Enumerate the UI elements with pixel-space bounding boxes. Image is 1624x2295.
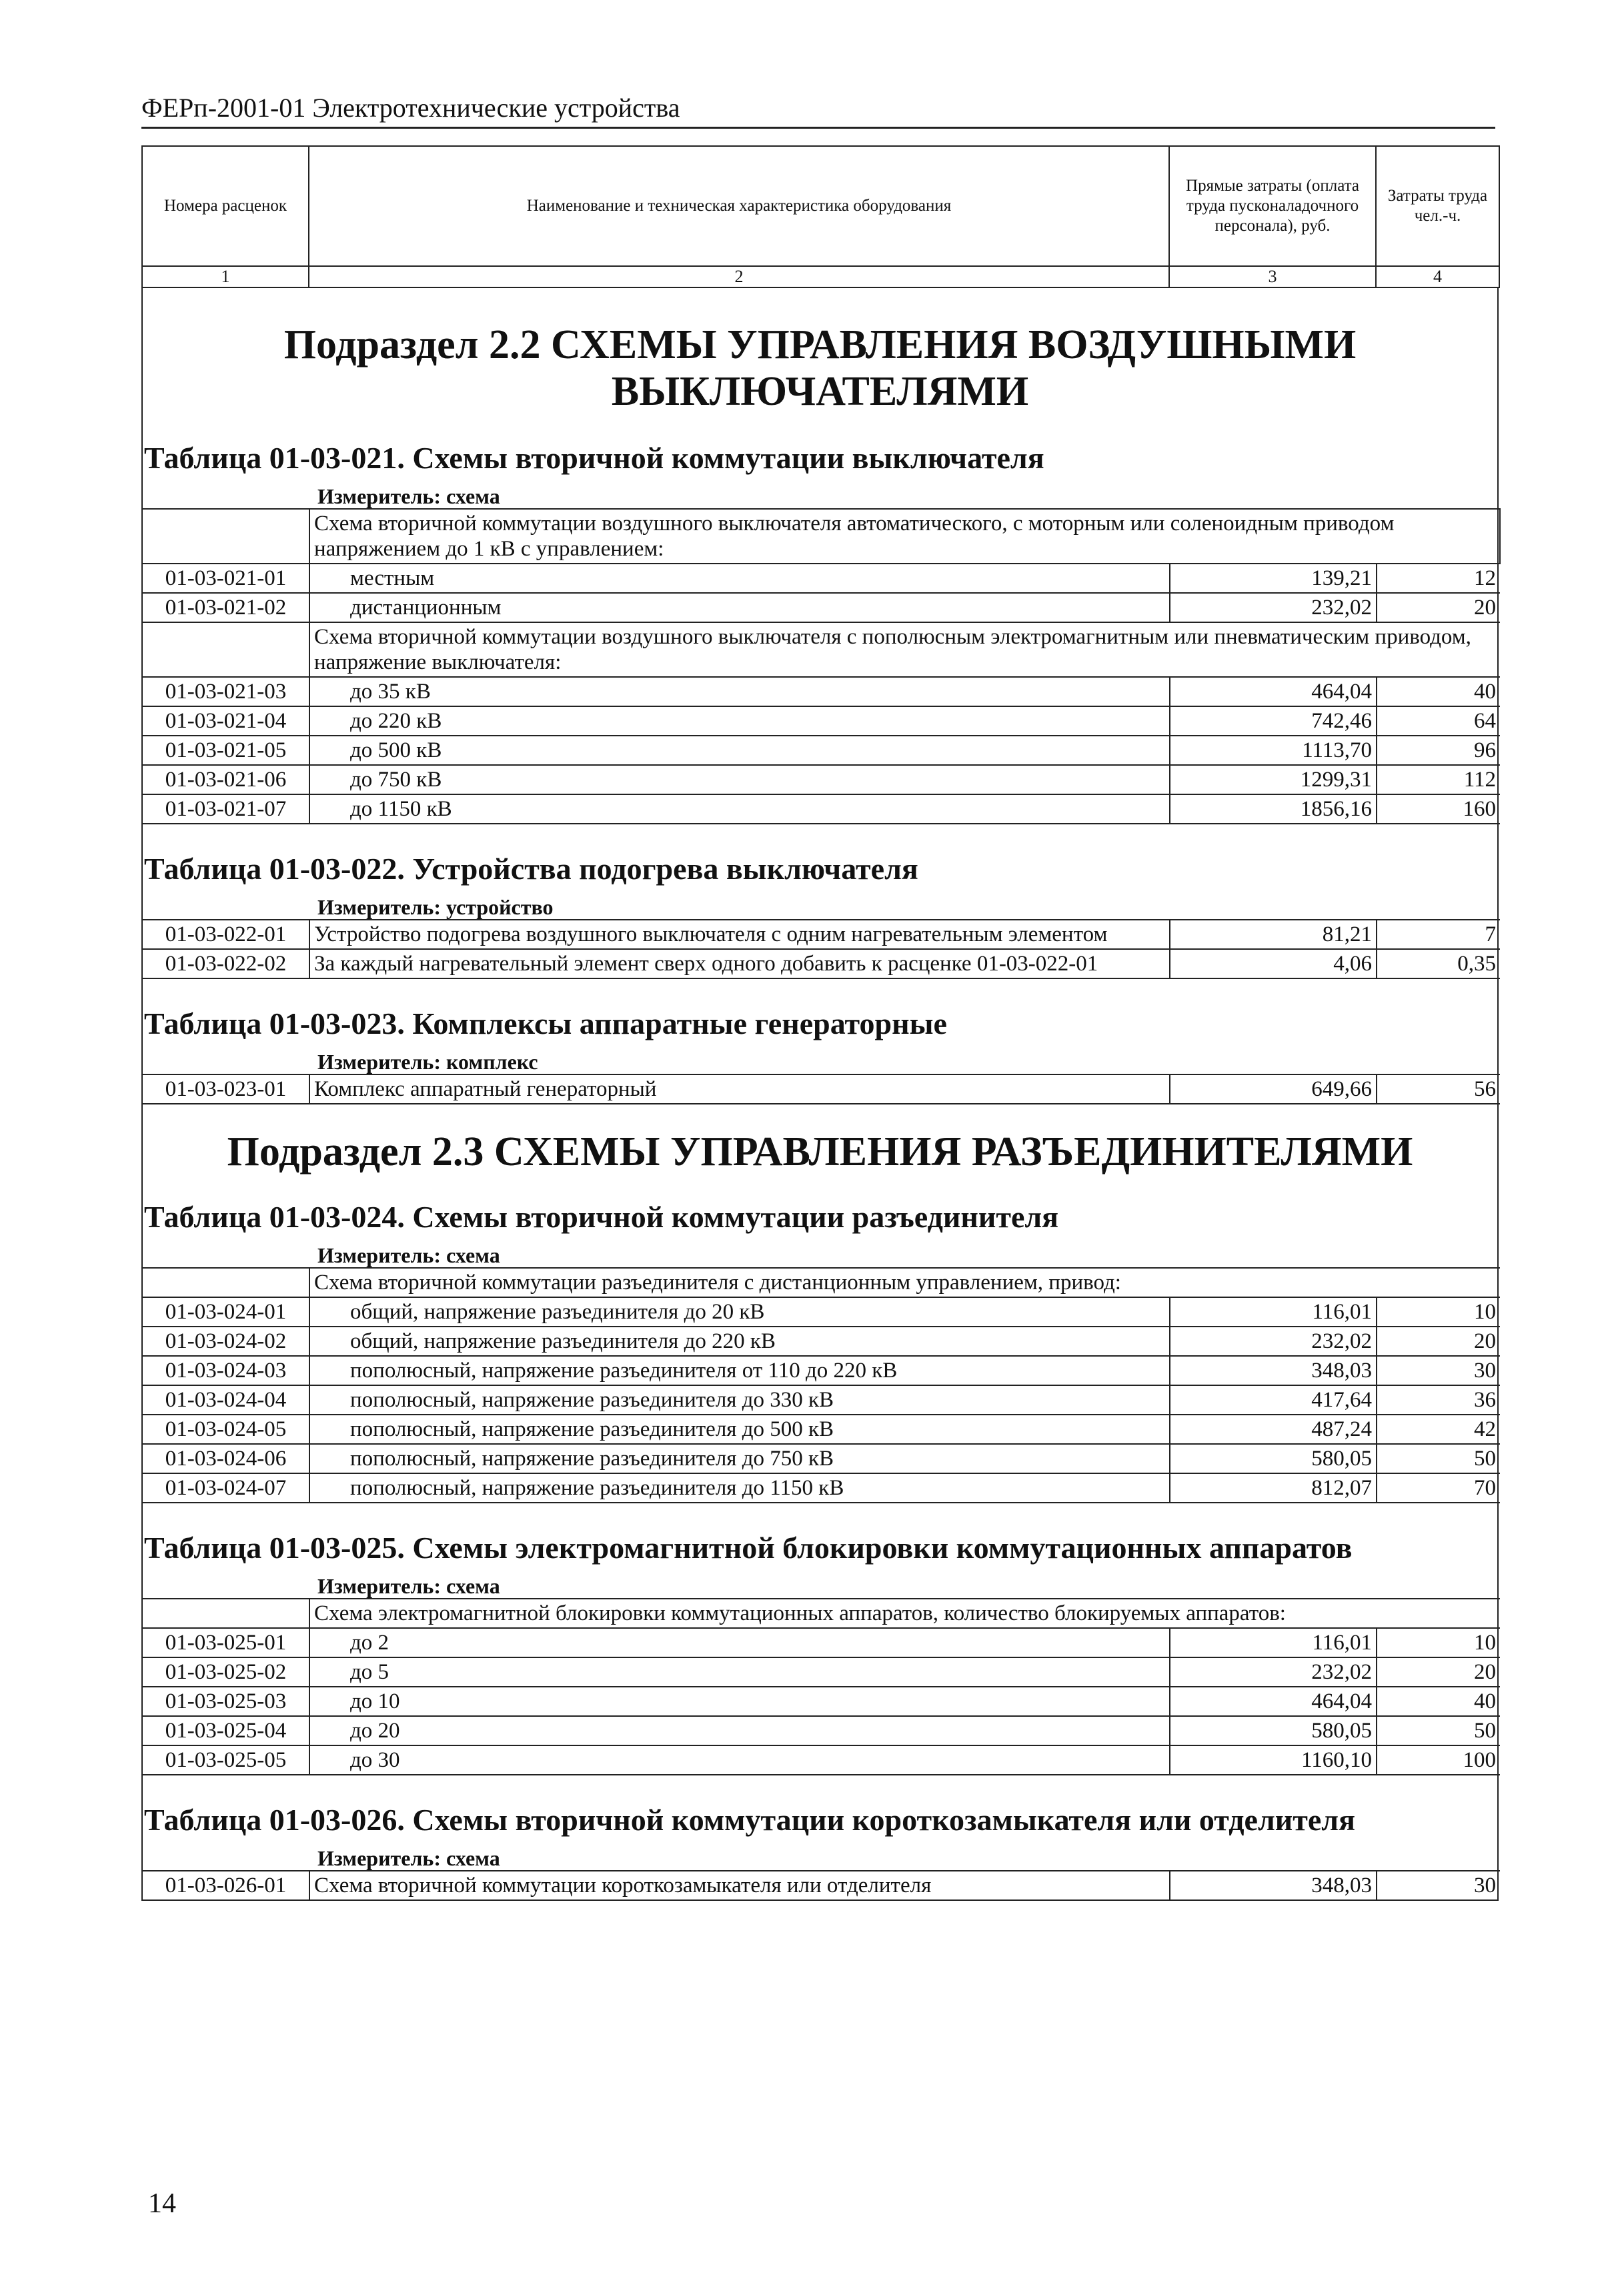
table-row [143,1415,1500,1444]
rate-cost: 116,01 [1170,1297,1377,1327]
rate-cost: 139,21 [1170,564,1377,593]
rate-code: 01-03-021-07 [143,794,309,824]
table-row [143,1657,1500,1687]
rate-code: 01-03-021-04 [143,706,309,736]
body-frame [141,288,1499,1901]
column-header [141,145,1500,288]
rate-name: общий, напряжение разъединителя до 20 кВ [309,1297,1170,1327]
rate-code: 01-03-022-01 [143,920,309,949]
rate-labor: 30 [1377,1356,1500,1385]
table-row [143,1356,1500,1385]
rate-labor: 12 [1377,564,1500,593]
rate-cost: 232,02 [1170,1657,1377,1687]
subsection-title: Подраздел 2.2 СХЕМЫ УПРАВЛЕНИЯ ВОЗДУШНЫМИ ВЫКЛЮЧАТЕЛЯМИ [283,322,1357,414]
table-row [143,564,1500,593]
rate-labor: 36 [1377,1385,1500,1415]
rate-name: до 5 [309,1657,1170,1687]
rate-name: до 20 [309,1716,1170,1745]
rate-name: пополюсный, напряжение разъединителя до 1150 кВ [309,1473,1170,1503]
rate-code: 01-03-024-06 [143,1444,309,1473]
table-row [143,1628,1500,1657]
rate-labor: 96 [1377,736,1500,765]
table-row [143,1687,1500,1716]
rate-labor: 20 [1377,1657,1500,1687]
rate-labor: 112 [1377,765,1500,794]
rate-cost: 232,02 [1170,1327,1377,1356]
rate-cost: 4,06 [1170,949,1377,978]
price-sheet [141,145,1499,1901]
rate-labor: 10 [1377,1297,1500,1327]
rate-labor: 50 [1377,1444,1500,1473]
rate-cost: 742,46 [1170,706,1377,736]
rate-code: 01-03-024-01 [143,1297,309,1327]
rate-name: Устройство подогрева воздушного выключателя с одним нагревательным элементом [309,920,1170,949]
rate-cost: 812,07 [1170,1473,1377,1503]
rate-code: 01-03-026-01 [143,1871,309,1899]
rate-cost: 487,24 [1170,1415,1377,1444]
table-row [143,920,1500,949]
group-heading: Схема вторичной коммутации разъединителя с дистанционным управлением, привод: [309,1268,1500,1297]
subsection-title: Подраздел 2.3 СХЕМЫ УПРАВЛЕНИЯ РАЗЪЕДИНИТЕЛЯМИ [227,1129,1413,1175]
rate-labor: 70 [1377,1473,1500,1503]
rate-code: 01-03-021-01 [143,564,309,593]
rate-code: 01-03-025-02 [143,1657,309,1687]
col-index-1: 1 [142,266,309,287]
rate-labor: 40 [1377,1687,1500,1716]
page-number: 14 [148,2188,176,2219]
rate-labor: 20 [1377,593,1500,622]
rate-labor: 160 [1377,794,1500,824]
rate-name: до 10 [309,1687,1170,1716]
rate-labor: 64 [1377,706,1500,736]
table-row [143,1473,1500,1503]
rate-labor: 30 [1377,1871,1500,1899]
table-row [143,1745,1500,1775]
rate-cost: 580,05 [1170,1444,1377,1473]
measure-unit: Измеритель: схема [317,1243,500,1267]
rate-code: 01-03-024-02 [143,1327,309,1356]
rate-code: 01-03-023-01 [143,1074,309,1104]
rate-code: 01-03-021-05 [143,736,309,765]
rate-code: 01-03-024-04 [143,1385,309,1415]
rates-table [143,1074,1500,1104]
rate-cost: 81,21 [1170,920,1377,949]
page-header-title: ФЕРп-2001-01 Электротехнические устройства [141,92,1495,129]
table-row [143,1074,1500,1104]
rates-table [143,1598,1500,1775]
rate-name: до 220 кВ [309,706,1170,736]
table-row [143,1716,1500,1745]
rate-name: до 30 [309,1745,1170,1775]
rate-cost: 348,03 [1170,1871,1377,1899]
rate-code: 01-03-022-02 [143,949,309,978]
col-header-codes: Номера расценок [142,146,309,266]
table-row [143,677,1500,706]
table-row [143,706,1500,736]
col-header-labor: Затраты труда чел.-ч. [1376,146,1499,266]
table-row [143,794,1500,824]
rate-cost: 1160,10 [1170,1745,1377,1775]
rate-name: общий, напряжение разъединителя до 220 кВ [309,1327,1170,1356]
rate-cost: 1113,70 [1170,736,1377,765]
rate-cost: 464,04 [1170,677,1377,706]
col-index-2: 2 [309,266,1169,287]
rate-name: до 1150 кВ [309,794,1170,824]
rate-labor: 42 [1377,1415,1500,1444]
table-title: Таблица 01-03-022. Устройства подогрева выключателя [144,852,918,886]
rate-labor: 20 [1377,1327,1500,1356]
rate-name: пополюсный, напряжение разъединителя от 110 до 220 кВ [309,1356,1170,1385]
measure-unit: Измеритель: устройство [317,895,554,919]
rate-cost: 232,02 [1170,593,1377,622]
rate-cost: 649,66 [1170,1074,1377,1104]
rates-table [143,508,1501,824]
rate-labor: 56 [1377,1074,1500,1104]
rate-cost: 348,03 [1170,1356,1377,1385]
table-row [143,736,1500,765]
table-row [143,1385,1500,1415]
col-header-cost: Прямые затраты (оплата труда пусконаладочного персонала), руб. [1169,146,1376,266]
rate-name: Схема вторичной коммутации короткозамыкателя или отделителя [309,1871,1170,1899]
rate-cost: 1299,31 [1170,765,1377,794]
table-row [143,1297,1500,1327]
group-heading: Схема вторичной коммутации воздушного выключателя с пополюсным электромагнитным или пневматическим приводом, напряжение выключателя: [309,622,1500,677]
measure-unit: Измеритель: комплекс [317,1050,538,1074]
rate-name: местным [309,564,1170,593]
rates-table [143,1267,1500,1503]
col-header-name: Наименование и техническая характеристика оборудования [309,146,1169,266]
table-row [143,1327,1500,1356]
table-title: Таблица 01-03-023. Комплексы аппаратные генераторные [144,1006,947,1040]
rate-cost: 417,64 [1170,1385,1377,1415]
measure-unit: Измеритель: схема [317,1846,500,1870]
rate-code: 01-03-025-03 [143,1687,309,1716]
rate-code: 01-03-024-03 [143,1356,309,1385]
rate-name: За каждый нагревательный элемент сверх одного добавить к расценке 01-03-022-01 [309,949,1170,978]
rate-name: дистанционным [309,593,1170,622]
rate-cost: 1856,16 [1170,794,1377,824]
group-heading: Схема электромагнитной блокировки коммутационных аппаратов, количество блокируемых аппаратов: [309,1599,1500,1628]
rate-code: 01-03-021-06 [143,765,309,794]
rate-name: пополюсный, напряжение разъединителя до 500 кВ [309,1415,1170,1444]
rate-labor: 7 [1377,920,1500,949]
rate-code: 01-03-024-05 [143,1415,309,1444]
rate-name: до 35 кВ [309,677,1170,706]
rate-labor: 50 [1377,1716,1500,1745]
rate-name: до 750 кВ [309,765,1170,794]
group-heading: Схема вторичной коммутации воздушного выключателя автоматического, с моторным или соленоидным приводом напряжением до 1 кВ с управлением: [309,509,1500,564]
rate-code: 01-03-021-03 [143,677,309,706]
table-title: Таблица 01-03-025. Схемы электромагнитной блокировки коммутационных аппаратов [144,1531,1353,1565]
rates-table [143,1870,1500,1899]
table-row [143,593,1500,622]
rate-code: 01-03-025-01 [143,1628,309,1657]
rate-labor: 40 [1377,677,1500,706]
table-title: Таблица 01-03-021. Схемы вторичной коммутации выключателя [144,441,1044,475]
rate-cost: 464,04 [1170,1687,1377,1716]
table-row [143,1444,1500,1473]
table-title: Таблица 01-03-024. Схемы вторичной коммутации разъединителя [144,1200,1059,1234]
rate-code: 01-03-025-05 [143,1745,309,1775]
table-row [143,949,1500,978]
table-title: Таблица 01-03-026. Схемы вторичной коммутации короткозамыкателя или отделителя [144,1803,1355,1837]
measure-unit: Измеритель: схема [317,1574,500,1598]
rate-cost: 116,01 [1170,1628,1377,1657]
rate-labor: 0,35 [1377,949,1500,978]
rate-name: пополюсный, напряжение разъединителя до 750 кВ [309,1444,1170,1473]
rate-labor: 10 [1377,1628,1500,1657]
table-row [143,765,1500,794]
measure-unit: Измеритель: схема [317,484,500,508]
table-row [143,1871,1500,1899]
rate-code: 01-03-021-02 [143,593,309,622]
rate-name: Комплекс аппаратный генераторный [309,1074,1170,1104]
rate-labor: 100 [1377,1745,1500,1775]
rate-cost: 580,05 [1170,1716,1377,1745]
rate-name: до 500 кВ [309,736,1170,765]
rate-code: 01-03-024-07 [143,1473,309,1503]
col-index-4: 4 [1376,266,1499,287]
rate-name: до 2 [309,1628,1170,1657]
rate-code: 01-03-025-04 [143,1716,309,1745]
rates-table [143,919,1500,979]
col-index-3: 3 [1169,266,1376,287]
rate-name: пополюсный, напряжение разъединителя до 330 кВ [309,1385,1170,1415]
